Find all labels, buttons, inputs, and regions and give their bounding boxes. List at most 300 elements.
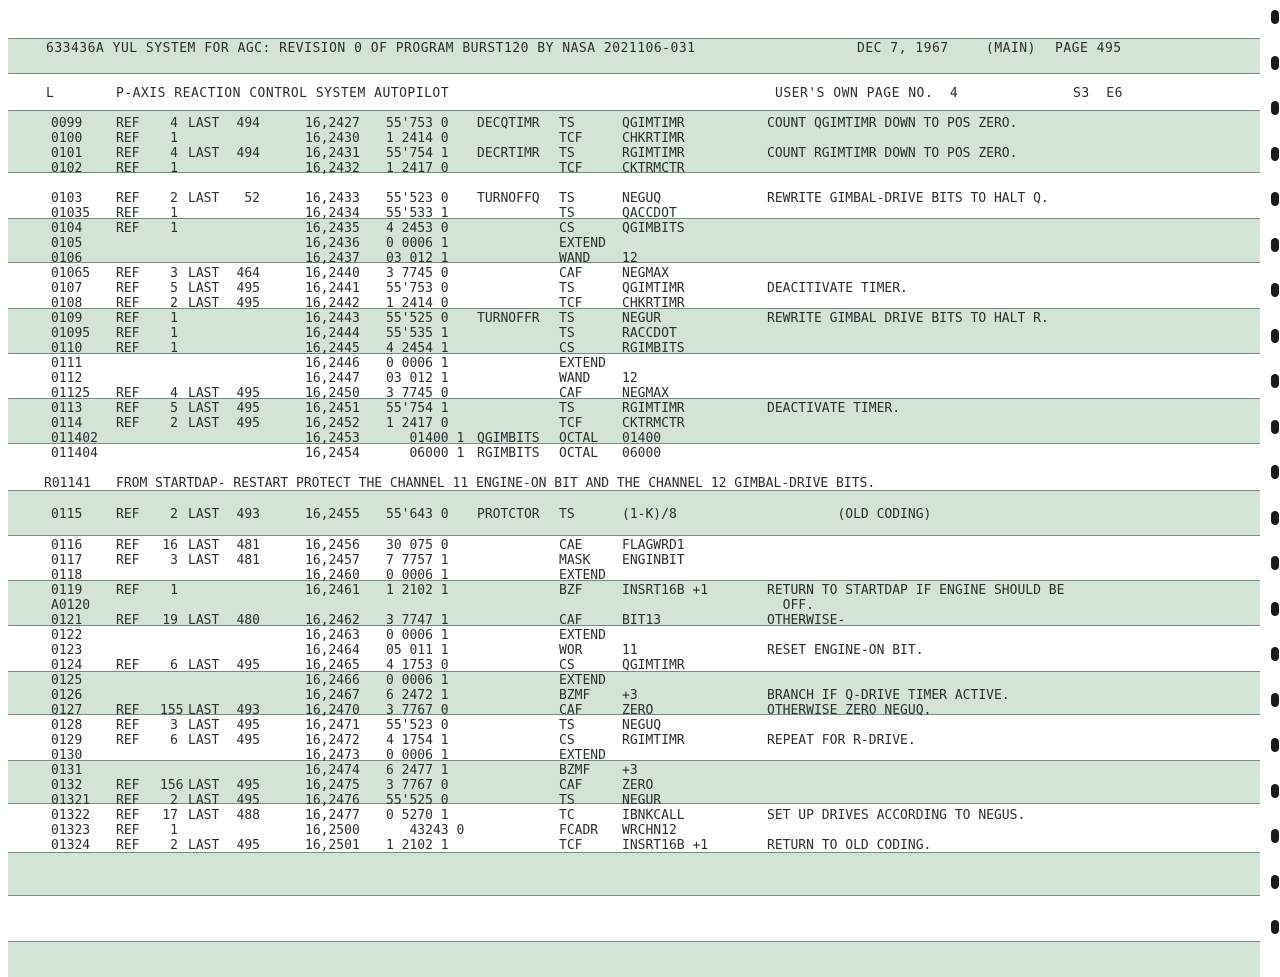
feed-hole [1271, 374, 1279, 388]
opcode: CS [559, 341, 575, 356]
ref-marker: REF [116, 838, 140, 853]
opcode: TCF [559, 296, 583, 311]
ref-count: 1 [170, 206, 178, 221]
last-page [228, 132, 260, 146]
source-line-number: 0099 [51, 116, 83, 131]
source-line-number: 0102 [51, 161, 83, 176]
last-page [228, 237, 260, 251]
last-keyword: LAST [188, 718, 220, 733]
last-keyword: LAST [188, 613, 220, 628]
address: 16,2450 [305, 386, 360, 401]
source-line-number: 0131 [51, 763, 83, 778]
source-line-number: 0115 [51, 507, 83, 522]
operand: 12 [622, 371, 638, 386]
octal-code: 55'754 1 [386, 146, 449, 161]
opcode: CAF [559, 266, 583, 281]
source-line-number: 0126 [51, 688, 83, 703]
last-keyword: LAST [188, 838, 220, 853]
rule-line [8, 760, 1260, 761]
last-page [228, 252, 260, 266]
source-line-number: 0107 [51, 281, 83, 296]
octal-code: 1 2417 0 [386, 416, 449, 431]
last-page [228, 689, 260, 703]
last-keyword: LAST [188, 146, 220, 161]
feed-hole [1271, 602, 1279, 616]
source-line-number: 0106 [51, 251, 83, 266]
address: 16,2475 [305, 778, 360, 793]
address: 16,2447 [305, 371, 360, 386]
operand: 01400 [622, 431, 662, 446]
operand: RGIMTIMR [622, 401, 685, 416]
ref-count [160, 629, 178, 643]
ref-count [160, 749, 178, 763]
address: 16,2441 [305, 281, 360, 296]
ref-count: 19 [162, 613, 178, 628]
address: 16,2474 [305, 763, 360, 778]
ref-count: 2 [170, 793, 178, 808]
header-date: DEC 7, 1967 [857, 41, 949, 56]
ref-count: 1 [170, 221, 178, 236]
ref-marker: REF [116, 658, 140, 673]
address: 16,2437 [305, 251, 360, 266]
ref-count: 1 [170, 326, 178, 341]
source-line-number: 0122 [51, 628, 83, 643]
section-flag: L [46, 86, 55, 101]
operand: WRCHN12 [622, 823, 677, 838]
last-page [228, 764, 260, 778]
ref-count [160, 357, 178, 371]
last-keyword: LAST [188, 416, 220, 431]
octal-code: 55'525 0 [386, 793, 449, 808]
octal-code: 55'535 1 [386, 326, 449, 341]
address: 16,2451 [305, 401, 360, 416]
ref-count: 3 [170, 266, 178, 281]
octal-code: 55'525 0 [386, 311, 449, 326]
ref-count [160, 764, 178, 778]
octal-code: 3 7745 0 [386, 266, 449, 281]
source-line-number: 0124 [51, 658, 83, 673]
last-page: 52 [244, 191, 260, 206]
opcode: EXTEND [559, 628, 606, 643]
last-page: 495 [236, 401, 260, 416]
operand: RGIMBITS [622, 341, 685, 356]
ref-count: 2 [170, 296, 178, 311]
ref-marker: REF [116, 583, 140, 598]
octal-code: 01400 1 [386, 431, 465, 446]
source-line-number: 0114 [51, 416, 83, 431]
source-line-number: 0128 [51, 718, 83, 733]
source-line-number: 0111 [51, 356, 83, 371]
last-page: 495 [236, 793, 260, 808]
rule-line [8, 73, 1260, 74]
header-context: (MAIN) [986, 41, 1036, 56]
operand: RGIMTIMR [622, 146, 685, 161]
address: 16,2444 [305, 326, 360, 341]
ref-count [160, 237, 178, 251]
feed-hole [1271, 829, 1279, 843]
ref-count: 1 [170, 161, 178, 176]
last-page: 481 [236, 553, 260, 568]
operand: BIT13 [622, 613, 662, 628]
last-page: 495 [236, 838, 260, 853]
symbol-label: QGIMBITS [477, 431, 540, 446]
source-line-number: A0120 [51, 598, 91, 613]
ref-count: 155 [160, 703, 184, 718]
last-page: 495 [236, 658, 260, 673]
operand: QGIMTIMR [622, 658, 685, 673]
opcode: CS [559, 658, 575, 673]
ref-marker: REF [116, 131, 140, 146]
octal-code: 03 012 1 [386, 251, 449, 266]
ref-count [160, 674, 178, 688]
operand: QACCDOT [622, 206, 677, 221]
octal-code: 55'753 0 [386, 116, 449, 131]
address: 16,2455 [305, 507, 360, 522]
ref-marker: REF [116, 326, 140, 341]
address: 16,2457 [305, 553, 360, 568]
operand: IBNKCALL [622, 808, 685, 823]
operand: INSRT16B +1 [622, 583, 709, 598]
feed-hole [1271, 329, 1279, 343]
address: 16,2445 [305, 341, 360, 356]
address: 16,2454 [305, 446, 360, 461]
opcode: WAND [559, 371, 591, 386]
opcode: TCF [559, 838, 583, 853]
comment: COUNT QGIMTIMR DOWN TO POS ZERO. [767, 116, 1018, 131]
ref-count: 3 [170, 553, 178, 568]
operand: NEGMAX [622, 266, 669, 281]
user-page-number: USER'S OWN PAGE NO. 4 [775, 86, 959, 101]
operand: ZERO [622, 778, 654, 793]
address: 16,2431 [305, 146, 360, 161]
opcode: BZF [559, 583, 583, 598]
address: 16,2434 [305, 206, 360, 221]
opcode: TS [559, 281, 575, 296]
address: 16,2427 [305, 116, 360, 131]
symbol-label: RGIMBITS [477, 446, 540, 461]
comment: DEACITIVATE TIMER. [767, 281, 908, 296]
source-line-number: 0113 [51, 401, 83, 416]
address: 16,2440 [305, 266, 360, 281]
octal-code: 03 012 1 [386, 371, 449, 386]
ref-count: 6 [170, 733, 178, 748]
ref-count: 1 [170, 823, 178, 838]
ref-marker: REF [116, 507, 140, 522]
source-line-number: 0129 [51, 733, 83, 748]
ref-marker: REF [116, 823, 140, 838]
octal-code: 55'754 1 [386, 401, 449, 416]
last-page [228, 312, 260, 326]
source-line-number: 0110 [51, 341, 83, 356]
ref-marker: REF [116, 161, 140, 176]
section-title: P-AXIS REACTION CONTROL SYSTEM AUTOPILOT [116, 86, 450, 101]
last-keyword: LAST [188, 808, 220, 823]
address: 16,2432 [305, 161, 360, 176]
address: 16,2452 [305, 416, 360, 431]
operand: ENGINBIT [622, 553, 685, 568]
opcode: CAF [559, 778, 583, 793]
last-page: 493 [236, 507, 260, 522]
last-page: 495 [236, 733, 260, 748]
source-line-number: 0104 [51, 221, 83, 236]
last-page: 493 [236, 703, 260, 718]
ref-count: 2 [170, 507, 178, 522]
source-line-number: 01324 [51, 838, 91, 853]
octal-code: 0 0006 1 [386, 748, 449, 763]
octal-code: 0 0006 1 [386, 628, 449, 643]
last-page [228, 372, 260, 386]
remark-id: R01141 [44, 476, 91, 491]
operand: CKTRMCTR [622, 161, 685, 176]
octal-code: 6 2477 1 [386, 763, 449, 778]
ref-count: 1 [170, 341, 178, 356]
ref-count: 5 [170, 281, 178, 296]
ref-marker: REF [116, 553, 140, 568]
opcode: WOR [559, 643, 583, 658]
source-line-number: 0132 [51, 778, 83, 793]
octal-code: 3 7747 1 [386, 613, 449, 628]
feed-hole [1271, 920, 1279, 934]
operand: RACCDOT [622, 326, 677, 341]
ref-marker: REF [116, 401, 140, 416]
operand: CHKRTIMR [622, 296, 685, 311]
feed-hole [1271, 192, 1279, 206]
source-line-number: 0109 [51, 311, 83, 326]
last-keyword: LAST [188, 116, 220, 131]
operand: CKTRMCTR [622, 416, 685, 431]
last-page: 495 [236, 386, 260, 401]
last-page [228, 447, 260, 461]
octal-code: 0 0006 1 [386, 236, 449, 251]
ref-count: 156 [160, 778, 184, 793]
last-page [228, 584, 260, 598]
ref-marker: REF [116, 793, 140, 808]
source-line-number: 011402 [51, 431, 98, 446]
feed-hole [1271, 556, 1279, 570]
operand: NEGMAX [622, 386, 669, 401]
last-page [228, 569, 260, 583]
opcode: TS [559, 206, 575, 221]
address: 16,2477 [305, 808, 360, 823]
ref-marker: REF [116, 341, 140, 356]
opcode: OCTAL [559, 431, 599, 446]
ref-count: 17 [162, 808, 178, 823]
source-line-number: 01125 [51, 386, 91, 401]
ref-count: 2 [170, 191, 178, 206]
feed-hole [1271, 238, 1279, 252]
source-line-number: 0100 [51, 131, 83, 146]
opcode: OCTAL [559, 446, 599, 461]
comment: OTHERWISE ZERO NEGUQ. [767, 703, 932, 718]
source-line-number: 0118 [51, 568, 83, 583]
ref-count: 3 [170, 718, 178, 733]
rule-line [8, 535, 1260, 536]
last-page: 494 [236, 116, 260, 131]
rule-line [8, 941, 1260, 942]
opcode: CS [559, 221, 575, 236]
last-keyword: LAST [188, 281, 220, 296]
ref-count: 2 [170, 838, 178, 853]
operand: FLAGWRD1 [622, 538, 685, 553]
address: 16,2467 [305, 688, 360, 703]
last-page: 495 [236, 281, 260, 296]
rule-line [8, 895, 1260, 896]
octal-code: 4 1754 1 [386, 733, 449, 748]
operand: NEGUR [622, 311, 662, 326]
opcode: WAND [559, 251, 591, 266]
operand: INSRT16B +1 [622, 838, 709, 853]
octal-code: 55'643 0 [386, 507, 449, 522]
operand: 06000 [622, 446, 662, 461]
octal-code: 1 2102 1 [386, 838, 449, 853]
source-line-number: 01322 [51, 808, 91, 823]
last-keyword: LAST [188, 658, 220, 673]
ref-marker: REF [116, 718, 140, 733]
source-line-number: 0121 [51, 613, 83, 628]
operand: ZERO [622, 703, 654, 718]
octal-code: 4 2453 0 [386, 221, 449, 236]
last-page: 495 [236, 718, 260, 733]
rule-line [8, 38, 1260, 39]
ref-count: 2 [170, 416, 178, 431]
comment: OTHERWISE- [767, 613, 846, 628]
ref-marker: REF [116, 221, 140, 236]
feed-hole [1271, 147, 1279, 161]
comment: RETURN TO STARTDAP IF ENGINE SHOULD BE [767, 583, 1065, 598]
ref-count: 1 [170, 583, 178, 598]
last-keyword: LAST [188, 386, 220, 401]
last-page [228, 357, 260, 371]
feed-hole [1271, 511, 1279, 525]
source-line-number: 0105 [51, 236, 83, 251]
octal-code: 06000 1 [386, 446, 465, 461]
operand: NEGUR [622, 793, 662, 808]
comment: REWRITE GIMBAL-DRIVE BITS TO HALT Q. [767, 191, 1049, 206]
opcode: TCF [559, 161, 583, 176]
last-keyword: LAST [188, 266, 220, 281]
ref-count: 1 [170, 311, 178, 326]
address: 16,2456 [305, 538, 360, 553]
address: 16,2442 [305, 296, 360, 311]
comment: (OLD CODING) [767, 507, 932, 522]
address: 16,2466 [305, 673, 360, 688]
octal-code: 4 1753 0 [386, 658, 449, 673]
octal-code: 6 2472 1 [386, 688, 449, 703]
ref-marker: REF [116, 386, 140, 401]
last-page: 464 [236, 266, 260, 281]
tractor-feed-holes [1266, 0, 1280, 977]
opcode: TS [559, 191, 575, 206]
ref-count: 4 [170, 116, 178, 131]
opcode: BZMF [559, 763, 591, 778]
source-line-number: 0101 [51, 146, 83, 161]
ref-marker: REF [116, 311, 140, 326]
source-line-number: 0108 [51, 296, 83, 311]
ref-count [160, 432, 178, 446]
ref-marker: REF [116, 281, 140, 296]
source-line-number: 01323 [51, 823, 91, 838]
comment: SET UP DRIVES ACCORDING TO NEGUS. [767, 808, 1026, 823]
feed-hole [1271, 283, 1279, 297]
octal-code: 0 0006 1 [386, 356, 449, 371]
source-line-number: 0125 [51, 673, 83, 688]
octal-code: 3 7745 0 [386, 386, 449, 401]
ref-count: 16 [162, 538, 178, 553]
opcode: CAF [559, 386, 583, 401]
opcode: TCF [559, 131, 583, 146]
last-page [228, 749, 260, 763]
source-line-number: 0103 [51, 191, 83, 206]
opcode: EXTEND [559, 236, 606, 251]
ref-marker: REF [116, 808, 140, 823]
last-page [228, 629, 260, 643]
address: 16,2433 [305, 191, 360, 206]
opcode: TS [559, 146, 575, 161]
last-page: 494 [236, 146, 260, 161]
symbol-label: DECQTIMR [477, 116, 540, 131]
last-page: 481 [236, 538, 260, 553]
address: 16,2430 [305, 131, 360, 146]
address: 16,2462 [305, 613, 360, 628]
ref-count [160, 252, 178, 266]
symbol-label: PROTCTOR [477, 507, 540, 522]
opcode: CS [559, 733, 575, 748]
opcode: TCF [559, 416, 583, 431]
address: 16,2465 [305, 658, 360, 673]
octal-code: 55'523 0 [386, 718, 449, 733]
feed-hole [1271, 56, 1279, 70]
operand: CHKRTIMR [622, 131, 685, 146]
operand: QGIMTIMR [622, 116, 685, 131]
octal-code: 1 2414 0 [386, 296, 449, 311]
operand: +3 [622, 688, 638, 703]
ref-marker: REF [116, 296, 140, 311]
source-line-number: 0112 [51, 371, 83, 386]
operand: QGIMBITS [622, 221, 685, 236]
feed-hole [1271, 647, 1279, 661]
comment: RESET ENGINE-ON BIT. [767, 643, 924, 658]
last-page: 495 [236, 416, 260, 431]
last-page [228, 674, 260, 688]
address: 16,2500 [305, 823, 360, 838]
comment: REWRITE GIMBAL DRIVE BITS TO HALT R. [767, 311, 1049, 326]
last-page [228, 207, 260, 221]
octal-code: 55'533 1 [386, 206, 449, 221]
symbol-label: DECRTIMR [477, 146, 540, 161]
section-marks: S3 E6 [1073, 86, 1123, 101]
octal-code: 55'753 0 [386, 281, 449, 296]
source-line-number: 011404 [51, 446, 98, 461]
last-keyword: LAST [188, 538, 220, 553]
operand: (1-K)/8 [622, 507, 677, 522]
header-page-number: PAGE 495 [1055, 41, 1122, 56]
source-line-number: 01321 [51, 793, 91, 808]
last-page [228, 222, 260, 236]
ref-marker: REF [116, 266, 140, 281]
octal-code: 0 5270 1 [386, 808, 449, 823]
octal-code: 30 075 0 [386, 538, 449, 553]
octal-code: 0 0006 1 [386, 568, 449, 583]
rule-line [8, 580, 1260, 581]
opcode: CAF [559, 703, 583, 718]
comment: COUNT RGIMTIMR DOWN TO POS ZERO. [767, 146, 1018, 161]
feed-hole [1271, 10, 1279, 24]
octal-code: 7 7757 1 [386, 553, 449, 568]
operand: NEGUQ [622, 191, 662, 206]
ref-count [160, 447, 178, 461]
ref-marker: REF [116, 206, 140, 221]
ref-count: 1 [170, 131, 178, 146]
